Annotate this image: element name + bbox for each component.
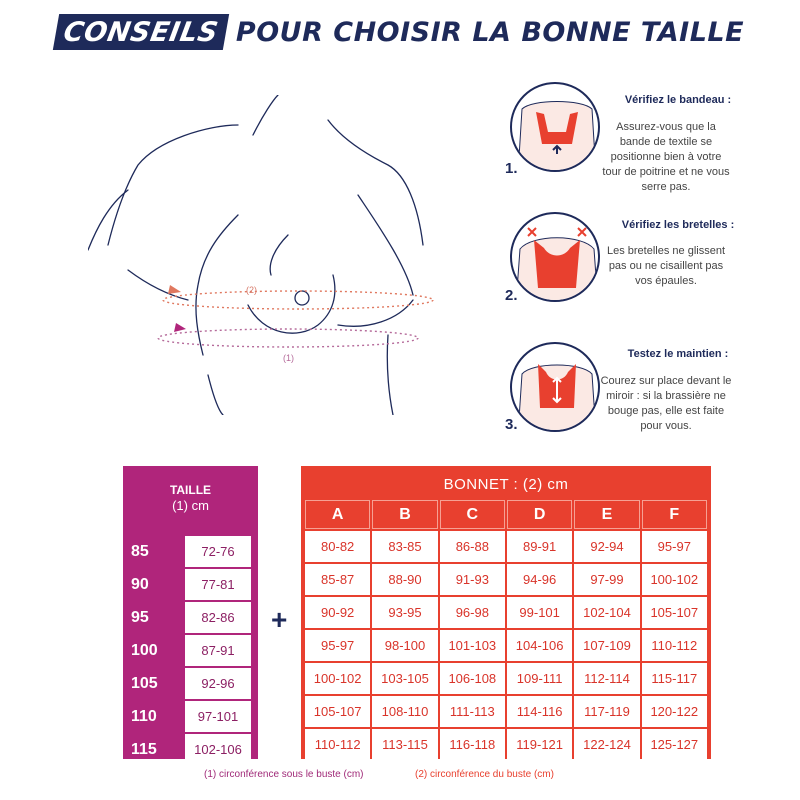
size-row <box>123 536 258 567</box>
tip-1-number: 1. <box>505 160 518 177</box>
arrow-one-icon <box>174 323 186 332</box>
size-table-header <box>123 466 258 536</box>
size-value: 105 <box>131 674 158 692</box>
size-row <box>123 602 258 633</box>
tip-2-illustration <box>510 212 600 302</box>
size-range: 77-81 <box>185 569 251 600</box>
cup-cell: 102-104 <box>574 597 639 628</box>
cup-letter: D <box>507 500 572 529</box>
cup-cell: 106-108 <box>440 663 505 694</box>
measurement-label-one: (1) <box>283 353 294 363</box>
cup-row <box>305 696 707 727</box>
footnote-two: (2) circonférence du buste (cm) <box>415 769 554 780</box>
cup-letter: F <box>642 500 707 529</box>
cup-cell: 99-101 <box>507 597 572 628</box>
cup-cell: 103-105 <box>372 663 437 694</box>
cup-row <box>305 597 707 628</box>
cup-table-title: BONNET : (2) cm <box>443 476 569 493</box>
cup-cell: 83-85 <box>372 531 437 562</box>
size-table-title: TAILLE <box>169 483 212 497</box>
cup-cell: 98-100 <box>372 630 437 661</box>
size-range: 87-91 <box>185 635 251 666</box>
cup-cell: 100-102 <box>305 663 370 694</box>
cup-letter: E <box>574 500 639 529</box>
cup-cell: 114-116 <box>507 696 572 727</box>
cup-row <box>305 564 707 595</box>
cup-cell: 100-102 <box>642 564 707 595</box>
cup-cell: 122-124 <box>574 729 639 760</box>
cup-letters-row <box>305 500 707 529</box>
size-table <box>123 466 258 759</box>
size-range: 92-96 <box>185 668 251 699</box>
cup-cell: 109-111 <box>507 663 572 694</box>
cup-cell: 119-121 <box>507 729 572 760</box>
cup-cell: 91-93 <box>440 564 505 595</box>
cup-cell: 95-97 <box>305 630 370 661</box>
footnote-one: (1) circonférence sous le buste (cm) <box>204 769 364 780</box>
cup-cell: 90-92 <box>305 597 370 628</box>
cup-cell: 108-110 <box>372 696 437 727</box>
arrow-two-icon <box>168 285 181 294</box>
cup-cell: 110-112 <box>305 729 370 760</box>
cup-cell: 113-115 <box>372 729 437 760</box>
size-row <box>123 668 258 699</box>
cup-cell: 120-122 <box>642 696 707 727</box>
size-value: 90 <box>131 575 149 593</box>
size-range: 102-106 <box>185 734 251 765</box>
cup-row <box>305 630 707 661</box>
size-value: 110 <box>131 707 157 725</box>
size-range: 97-101 <box>185 701 251 732</box>
tip-3-title: Testez le maintien : <box>627 348 729 360</box>
tip-1-text: Assurez-vous que la bande de textile se positionne bien à votre tour de poitrine et ne vous serre pas. <box>602 121 730 193</box>
cup-cell: 107-109 <box>574 630 639 661</box>
size-value: 115 <box>131 740 157 758</box>
cup-cell: 95-97 <box>642 531 707 562</box>
size-value: 95 <box>131 608 149 626</box>
cup-cell: 86-88 <box>440 531 505 562</box>
cup-rows <box>305 531 707 760</box>
size-row <box>123 635 258 666</box>
tip-1-illustration <box>510 82 600 172</box>
cup-cell: 80-82 <box>305 531 370 562</box>
tip-1-title: Vérifiez le bandeau : <box>624 94 732 106</box>
cup-letter: A <box>305 500 370 529</box>
plus-sign: + <box>271 604 288 635</box>
cup-letter: C <box>440 500 505 529</box>
cup-row <box>305 531 707 562</box>
cup-cell: 101-103 <box>440 630 505 661</box>
size-row <box>123 569 258 600</box>
cup-cell: 93-95 <box>372 597 437 628</box>
cup-cell: 85-87 <box>305 564 370 595</box>
cup-cell: 110-112 <box>642 630 707 661</box>
size-value: 85 <box>131 542 149 560</box>
size-range: 82-86 <box>185 602 251 633</box>
cup-cell: 117-119 <box>574 696 639 727</box>
cup-cell: 96-98 <box>440 597 505 628</box>
cup-cell: 105-107 <box>642 597 707 628</box>
cup-cell: 116-118 <box>440 729 505 760</box>
cup-table <box>301 466 711 759</box>
cup-cell: 104-106 <box>507 630 572 661</box>
size-value: 100 <box>131 641 158 659</box>
tip-3-number: 3. <box>505 416 518 433</box>
tip-3-illustration <box>510 342 600 432</box>
size-range: 72-76 <box>185 536 251 567</box>
size-table-subtitle: (1) cm <box>172 498 209 513</box>
tip-2-text: Les bretelles ne glissent pas ou ne cisaillent pas vos épaules. <box>606 245 725 287</box>
cup-cell: 88-90 <box>372 564 437 595</box>
torso-illustration <box>88 95 448 415</box>
cup-cell: 112-114 <box>574 663 639 694</box>
cup-letter: B <box>372 500 437 529</box>
measurement-label-two: (2) <box>246 285 257 295</box>
page-header <box>0 14 800 50</box>
header-badge: CONSEILS <box>53 14 229 50</box>
cup-cell: 97-99 <box>574 564 639 595</box>
cup-cell: 94-96 <box>507 564 572 595</box>
tip-3-text: Courez sur place devant le miroir : si la brassière ne bouge pas, elle est faite pour vous. <box>600 375 732 432</box>
page-title: POUR CHOISIR LA BONNE TAILLE <box>235 16 745 48</box>
cup-cell: 111-113 <box>440 696 505 727</box>
size-row <box>123 734 258 765</box>
cup-cell: 115-117 <box>642 663 707 694</box>
size-row <box>123 701 258 732</box>
cup-cell: 89-91 <box>507 531 572 562</box>
cup-row <box>305 663 707 694</box>
cup-cell: 105-107 <box>305 696 370 727</box>
tip-2-number: 2. <box>505 287 518 304</box>
cup-cell: 92-94 <box>574 531 639 562</box>
cup-cell: 125-127 <box>642 729 707 760</box>
tip-2-title: Vérifiez les bretelles : <box>621 219 735 231</box>
cup-row <box>305 729 707 760</box>
